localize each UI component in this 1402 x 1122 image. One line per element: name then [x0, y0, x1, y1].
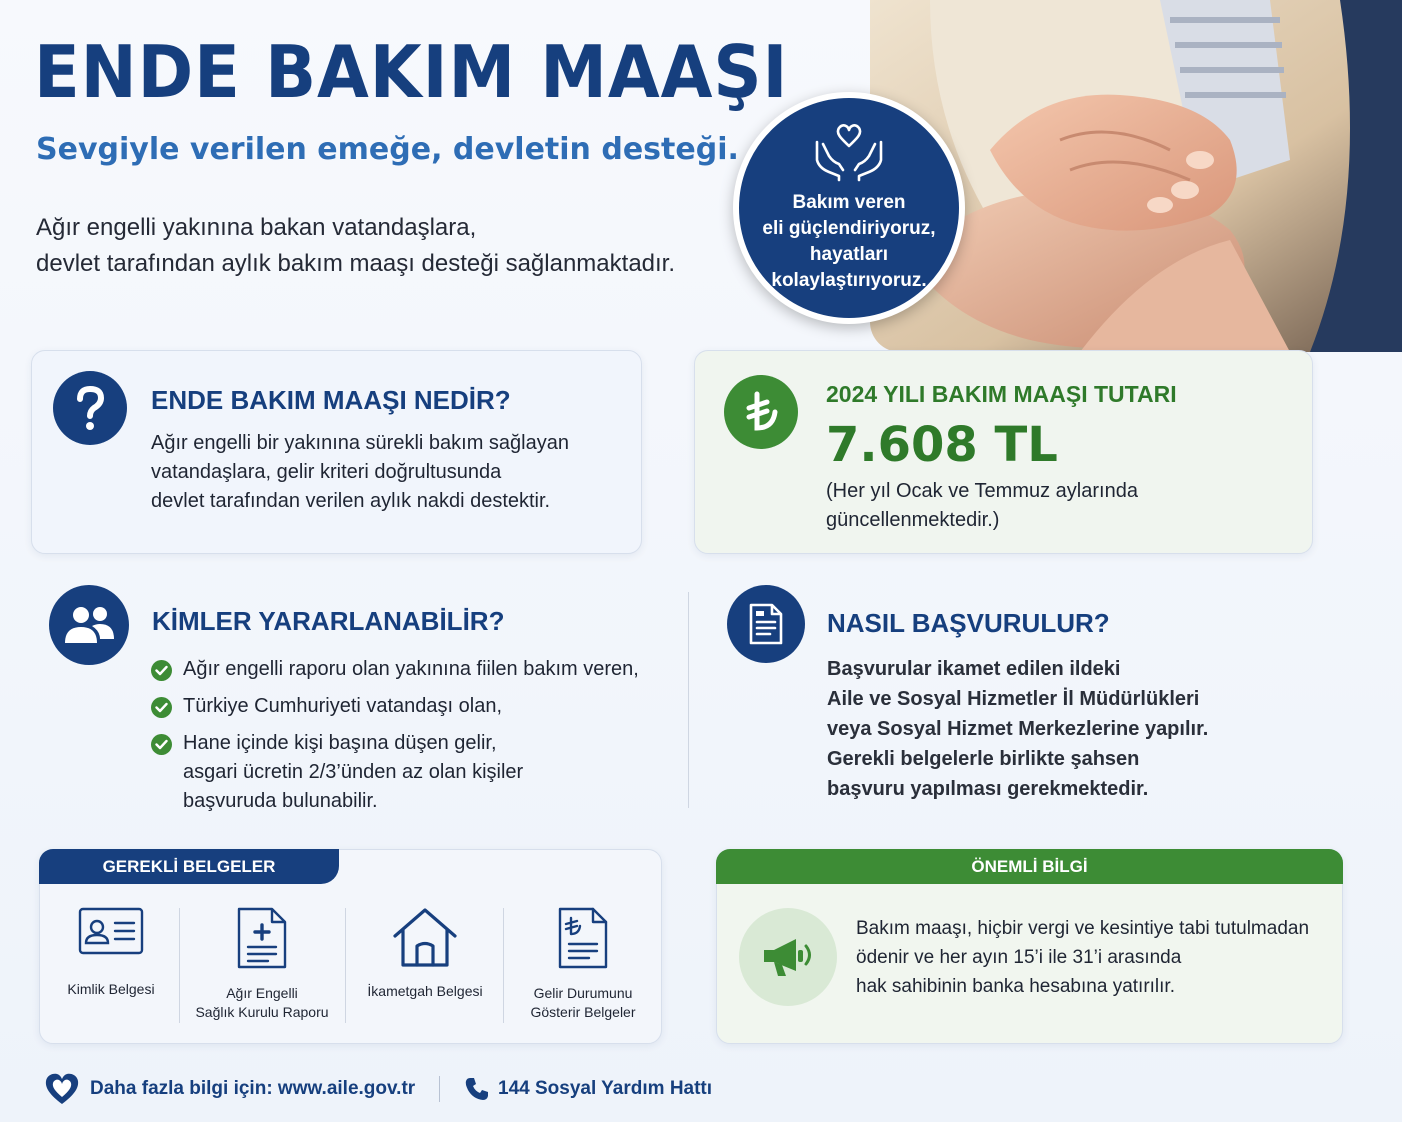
badge-text — [751, 190, 947, 294]
list-item — [151, 729, 671, 816]
important-line: Bakım maaşı, hiçbir vergi ve kesintiye tabi tutulmadan — [856, 918, 1310, 939]
lira-icon — [724, 375, 798, 449]
how-description — [827, 654, 1208, 804]
check-icon — [151, 734, 172, 755]
required-documents-box — [39, 849, 662, 1044]
doc-separator — [179, 908, 180, 1023]
who-heading: KİMLER YARARLANABİLİR? — [152, 606, 505, 636]
amount-card — [694, 350, 1313, 554]
badge-line: eli güçlendiriyoruz, — [762, 218, 936, 239]
amount-heading: 2024 YILI BAKIM MAAŞI TUTARI — [826, 381, 1177, 407]
doc-label-line: Gösterir Belgeler — [530, 1004, 636, 1020]
doc-item-health-report — [183, 906, 341, 1022]
doc-label: İkametgah Belgesi — [367, 983, 483, 999]
doc-label-line: Sağlık Kurulu Raporu — [195, 1004, 329, 1020]
page-subtitle: Sevgiyle verilen emeğe, devletin desteği. — [36, 132, 739, 167]
important-line: hak sahibinin banka hesabına yatırılır. — [856, 976, 1175, 997]
what-line: devlet tarafından verilen aylık nakdi destektir. — [151, 490, 551, 512]
badge-line: Bakım veren — [792, 192, 906, 213]
eligibility-text: Türkiye Cumhuriyeti vatandaşı olan, — [183, 695, 503, 717]
id-card-icon — [32, 906, 190, 956]
how-line: Aile ve Sosyal Hizmetler İl Müdürlükleri — [827, 688, 1200, 710]
how-line: Başvurular ikamet edilen ildeki — [827, 658, 1121, 680]
amount-note-line: güncellenmektedir.) — [826, 509, 1000, 531]
eligibility-text: asgari ücretin 2/3’ünden az olan kişiler — [183, 761, 524, 783]
amount-note — [826, 477, 1138, 535]
doc-label — [504, 984, 662, 1022]
what-is-card — [31, 350, 642, 554]
doc-label: Kimlik Belgesi — [67, 981, 155, 997]
what-line: Ağır engelli bir yakınına sürekli bakım sağlayan — [151, 432, 569, 454]
doc-label-line: Gelir Durumunu — [533, 985, 633, 1001]
intro-line: devlet tarafından aylık bakım maaşı desteği sağlanmaktadır. — [36, 250, 676, 277]
footer-separator — [439, 1076, 440, 1102]
question-icon — [53, 371, 127, 445]
check-icon — [151, 697, 172, 718]
intro-text — [36, 210, 736, 282]
how-line: Gerekli belgelerle birlikte şahsen — [827, 748, 1140, 770]
what-line: vatandaşlara, gelir kriteri doğrultusunda — [151, 461, 502, 483]
footer-hotline[interactable]: 144 Sosyal Yardım Hattı — [498, 1078, 713, 1099]
doc-item-id — [32, 906, 190, 999]
how-line: başvuru yapılması gerekmektedir. — [827, 778, 1149, 800]
eligibility-list — [151, 655, 671, 824]
doc-label-line: Ağır Engelli — [226, 985, 298, 1001]
important-info-box — [716, 849, 1343, 1044]
hands-heart-icon — [813, 120, 885, 187]
slogan-badge — [733, 92, 965, 324]
eligibility-text: başvuruda bulunabilir. — [183, 790, 378, 812]
section-divider — [688, 592, 689, 808]
important-heading: ÖNEMLİ BİLGİ — [716, 849, 1343, 884]
income-document-icon — [504, 906, 662, 970]
what-description — [151, 429, 569, 516]
important-line: ödenir ve her ayın 15’i ile 31’i arasında — [856, 947, 1182, 968]
documents-heading: GEREKLİ BELGELER — [39, 849, 339, 884]
people-icon — [49, 585, 129, 665]
medical-report-icon — [183, 906, 341, 970]
megaphone-icon — [739, 908, 837, 1006]
badge-line: kolaylaştırıyoruz. — [771, 270, 927, 291]
heart-icon — [44, 1072, 80, 1111]
what-heading: ENDE BAKIM MAAŞI NEDİR? — [151, 385, 511, 415]
badge-line: hayatları — [809, 244, 889, 265]
footer-website[interactable]: Daha fazla bilgi için: www.aile.gov.tr — [90, 1078, 416, 1099]
doc-item-income — [504, 906, 662, 1022]
amount-note-line: (Her yıl Ocak ve Temmuz aylarında — [826, 480, 1138, 502]
page-title: ENDE BAKIM MAAŞI — [34, 30, 789, 114]
how-heading: NASIL BAŞVURULUR? — [827, 608, 1110, 638]
amount-value: 7.608 TL — [826, 417, 1058, 473]
important-text — [856, 914, 1309, 1001]
list-item — [151, 655, 671, 684]
house-icon — [346, 906, 504, 968]
eligibility-text: Hane içinde kişi başına düşen gelir, — [183, 732, 497, 754]
phone-icon — [464, 1076, 490, 1107]
how-line: veya Sosyal Hizmet Merkezlerine yapılır. — [827, 718, 1209, 740]
check-icon — [151, 660, 172, 681]
list-item — [151, 692, 671, 721]
document-icon — [727, 585, 805, 663]
doc-item-residence — [346, 906, 504, 1001]
doc-label — [183, 984, 341, 1022]
intro-line: Ağır engelli yakınına bakan vatandaşlara, — [36, 214, 477, 241]
eligibility-text: Ağır engelli raporu olan yakınına fiilen bakım veren, — [183, 658, 639, 680]
